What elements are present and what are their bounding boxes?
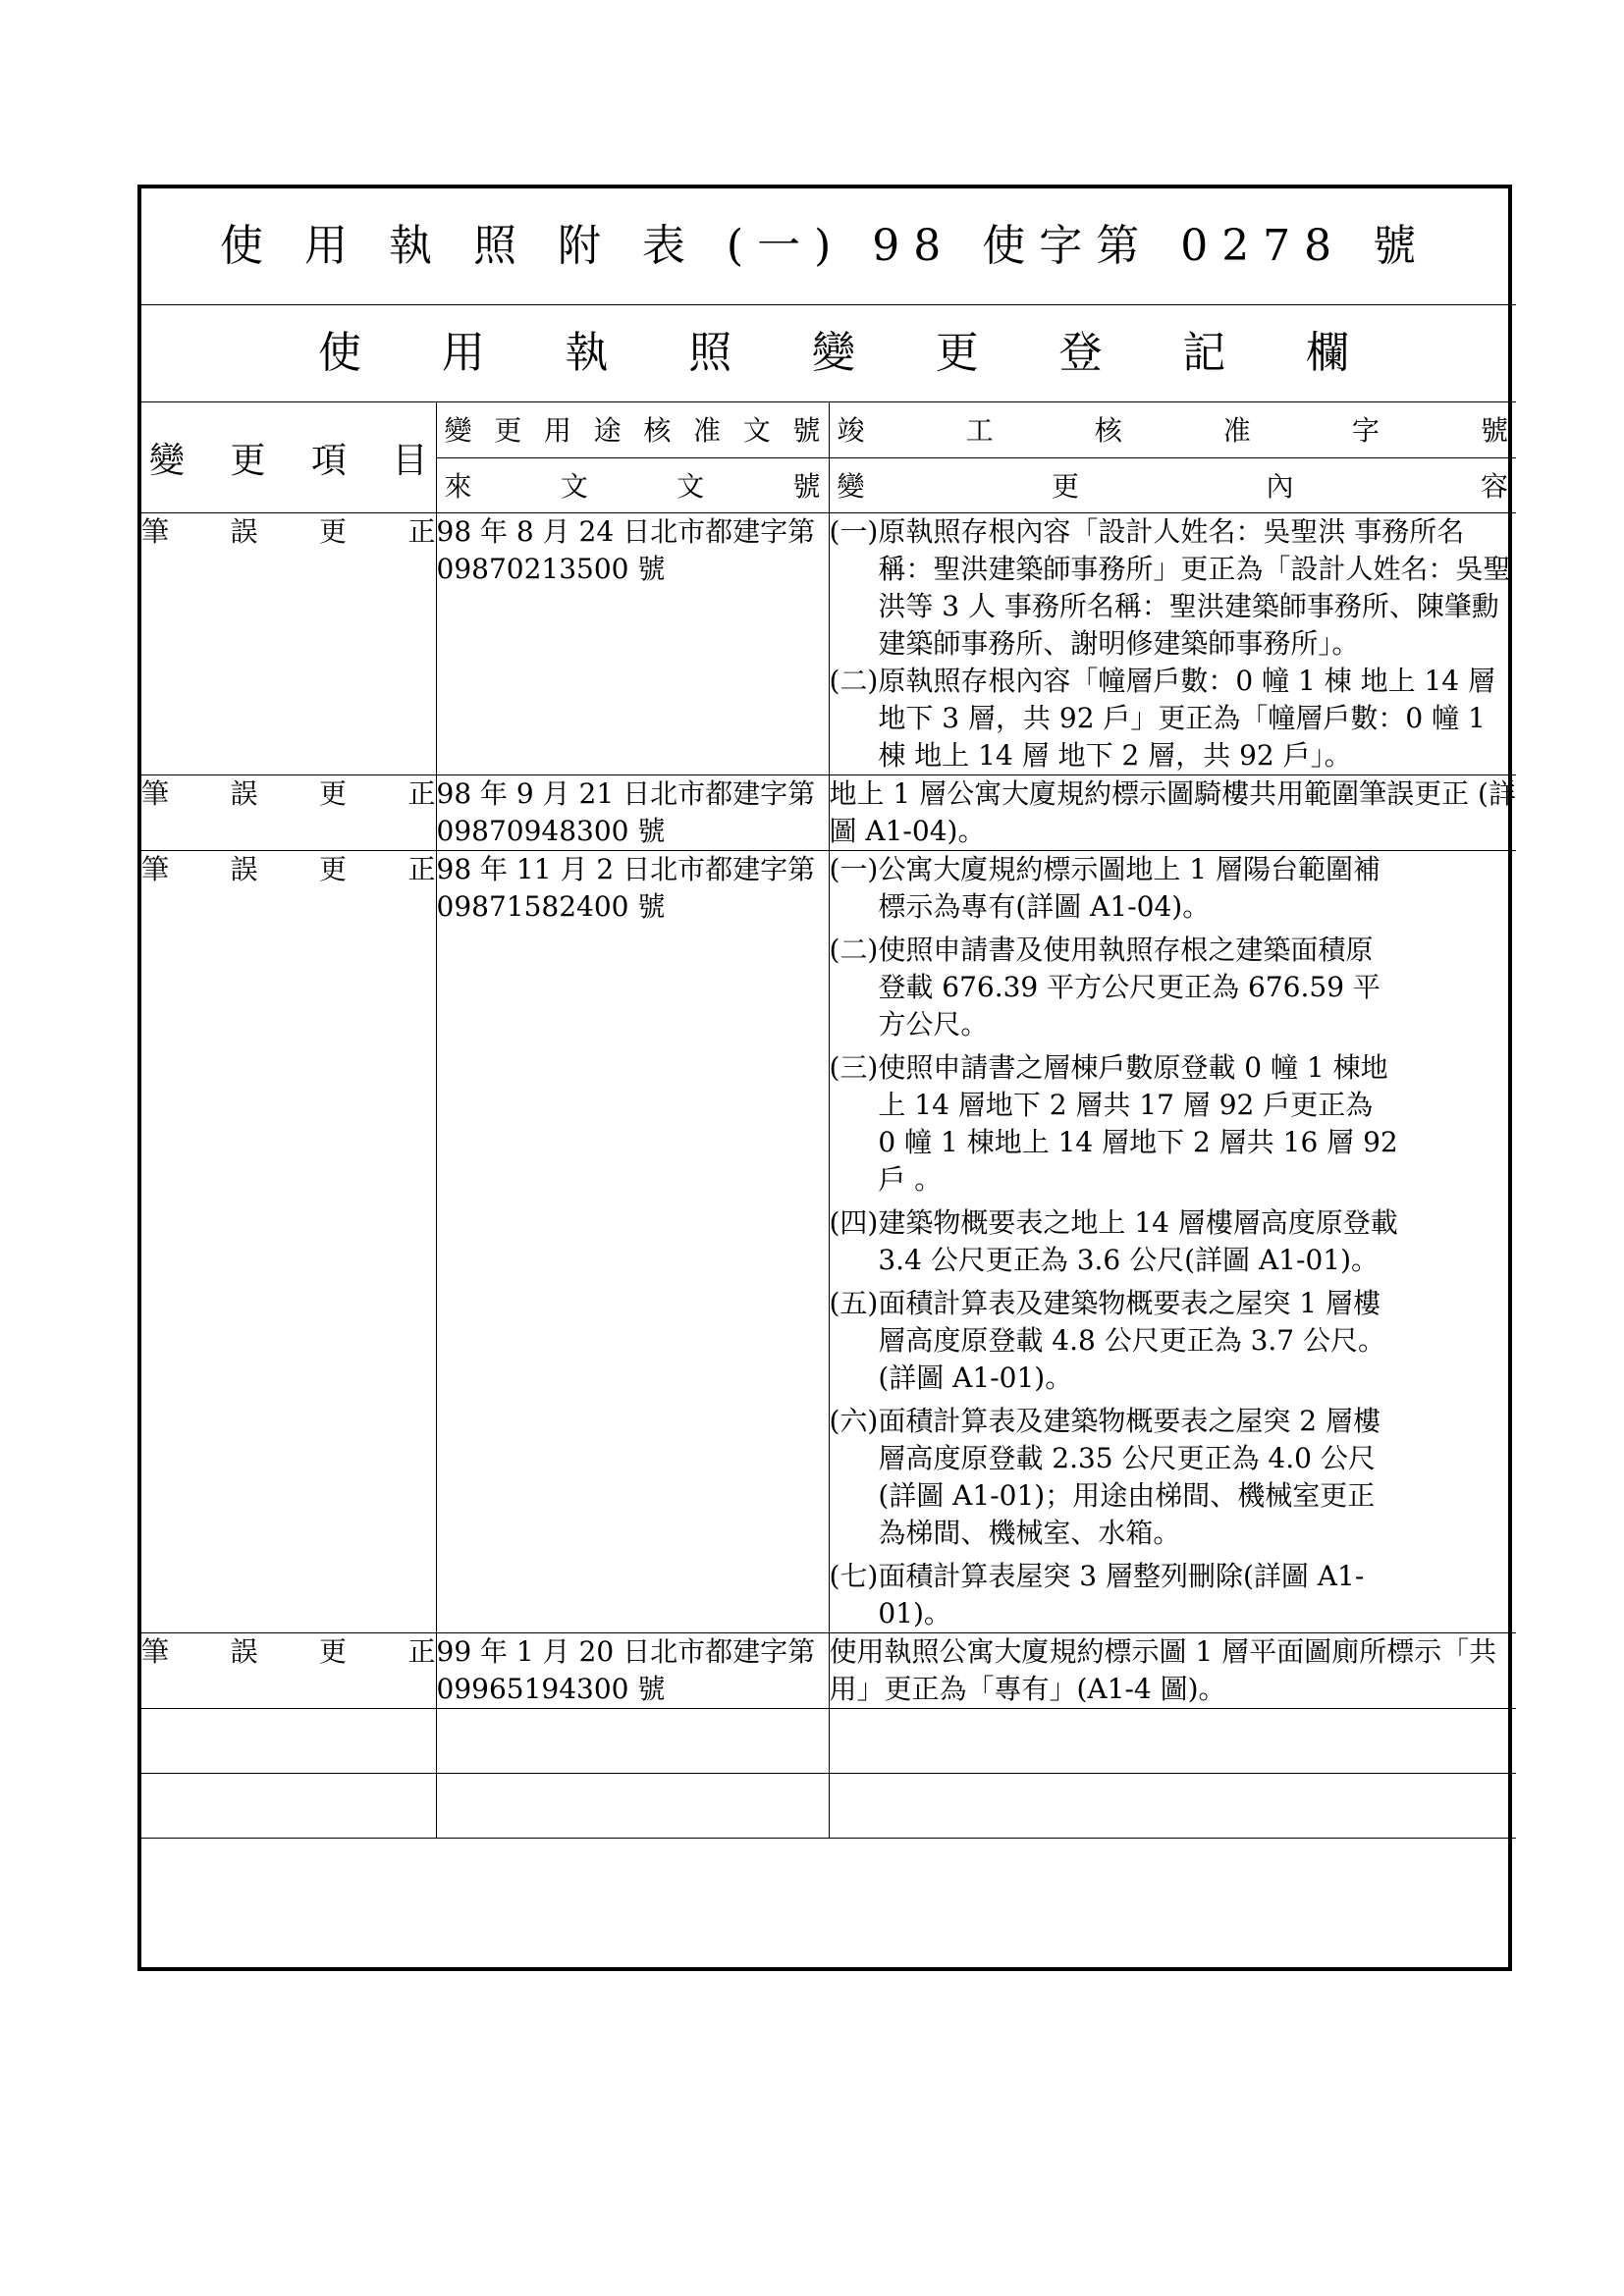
doc-number-cell: 98 年 9 月 21 日北市都建字第 09870948300 號: [436, 775, 829, 851]
subtitle-char: 執: [565, 328, 609, 378]
document-title: 使 用 執 照 附 表 (一) 98 使字第 0278 號: [220, 221, 1431, 271]
list-item: (一) 原執照存根內容「設計人姓名：吳聖洪 事務所名稱：聖洪建築師事務所」更正為「設計人姓名：吳聖洪等 3 人 事務所名稱：聖洪建築師事務所、陳肇勳建築師事務所、謝明修建築師事務所」。: [829, 515, 1511, 660]
change-item-cell: [141, 1633, 436, 1709]
header-content-cell: [829, 457, 1516, 513]
change-item-cell: [141, 513, 436, 775]
doc-number-cell: 99 年 1 月 20 日北市都建字第 09965194300 號: [436, 1633, 829, 1709]
subtitle-char: 記: [1182, 328, 1226, 378]
header-completion-no-label: 竣 工 核 准 字 號: [837, 414, 1508, 447]
header-incoming-doc-cell: [436, 457, 829, 513]
subtitle-char: 欄: [1306, 328, 1349, 378]
header-item-cell: [141, 402, 436, 513]
list-item: (四) 建築物概要表之地上 14 層樓層高度原登載 3.4 公尺更正為 3.6 公尺(詳圖 A1-01)。: [829, 1206, 1398, 1276]
license-annex-sheet: [137, 185, 1516, 1971]
subtitle-char: 用: [441, 328, 485, 378]
table-row-empty: [141, 1709, 1516, 1774]
header-content-label: 變 更 內 容: [837, 469, 1508, 503]
subtitle-char: 變: [812, 328, 855, 378]
table-row: [141, 513, 1516, 775]
list-item: (三) 使照申請書之層棟戶數原登載 0 幢 1 棟地上 14 層地下 2 層共 17 層 92 戶更正為 0 幢 1 棟地上 14 層地下 2 層共 16 層 92 戶 。: [829, 1051, 1398, 1196]
subtitle-char: 照: [688, 328, 732, 378]
list-item: (一) 公寓大廈規約標示圖地上 1 層陽台範圍補標示為專有(詳圖 A1-04)。: [829, 853, 1380, 923]
table-row: [141, 851, 1516, 1633]
change-content-cell: [829, 513, 1516, 775]
header-approval-doc-cell: [436, 402, 829, 458]
change-item-cell: [141, 775, 436, 851]
change-content-cell: 地上 1 層公寓大廈規約標示圖騎樓共用範圍筆誤更正 (詳圖 A1-04)。: [829, 775, 1516, 851]
header-incoming-doc-label: 來 文 文 號: [444, 469, 821, 503]
header-completion-no-cell: [829, 402, 1516, 458]
table-row-empty: [141, 1774, 1516, 1839]
change-content-cell: [829, 851, 1516, 1633]
subtitle-char: 更: [935, 328, 979, 378]
doc-number-cell: 98 年 11 月 2 日北市都建字第 09871582400 號: [436, 851, 829, 1633]
header-item-label: 變 更 項 目: [149, 440, 428, 481]
change-item-label: 筆 誤 更 正: [141, 515, 436, 548]
change-item-cell: [141, 851, 436, 1633]
change-item-label: 筆 誤 更 正: [141, 777, 436, 810]
document-subtitle: [141, 305, 1516, 401]
subtitle-char: 使: [318, 328, 361, 378]
header-approval-doc-label: 變 更 用 途 核 准 文 號: [444, 414, 821, 447]
list-item: (六) 面積計算表及建築物概要表之屋突 2 層樓層高度原登載 2.35 公尺更正為 4.0 公尺(詳圖 A1-01)；用途由梯間、機械室更正為梯間、機械室、水箱。: [829, 1405, 1380, 1549]
list-item: (二) 原執照存根內容「幢層戶數：0 幢 1 棟 地上 14 層 地下 3 層，共 92 戶」更正為「幢層戶數：0 幢 1 棟 地上 14 層 地下 2 層，共 92 戶」。: [829, 665, 1496, 772]
change-item-label: 筆 誤 更 正: [141, 1635, 436, 1668]
change-content-cell: 使用執照公寓大廈規約標示圖 1 層平面圖廁所標示「共用」更正為「專有」(A1-4 圖)。: [829, 1633, 1516, 1709]
list-item: (七) 面積計算表屋突 3 層整列刪除(詳圖 A1-01)。: [829, 1560, 1365, 1629]
list-item: (五) 面積計算表及建築物概要表之屋突 1 層樓層高度原登載 4.8 公尺更正為 3.7 公尺。(詳圖 A1-01)。: [829, 1287, 1386, 1394]
title-cell: [141, 188, 1516, 305]
table-row: [141, 775, 1516, 851]
table-row: [141, 1633, 1516, 1709]
subtitle-cell: [141, 305, 1516, 402]
list-item: (二) 使照申請書及使用執照存根之建築面積原登載 676.39 平方公尺更正為 676.59 平方公尺。: [829, 934, 1380, 1041]
change-item-label: 筆 誤 更 正: [141, 853, 436, 885]
change-registration-table: [141, 188, 1516, 1839]
doc-number-cell: 98 年 8 月 24 日北市都建字第 09870213500 號: [436, 513, 829, 775]
subtitle-char: 登: [1058, 328, 1103, 378]
